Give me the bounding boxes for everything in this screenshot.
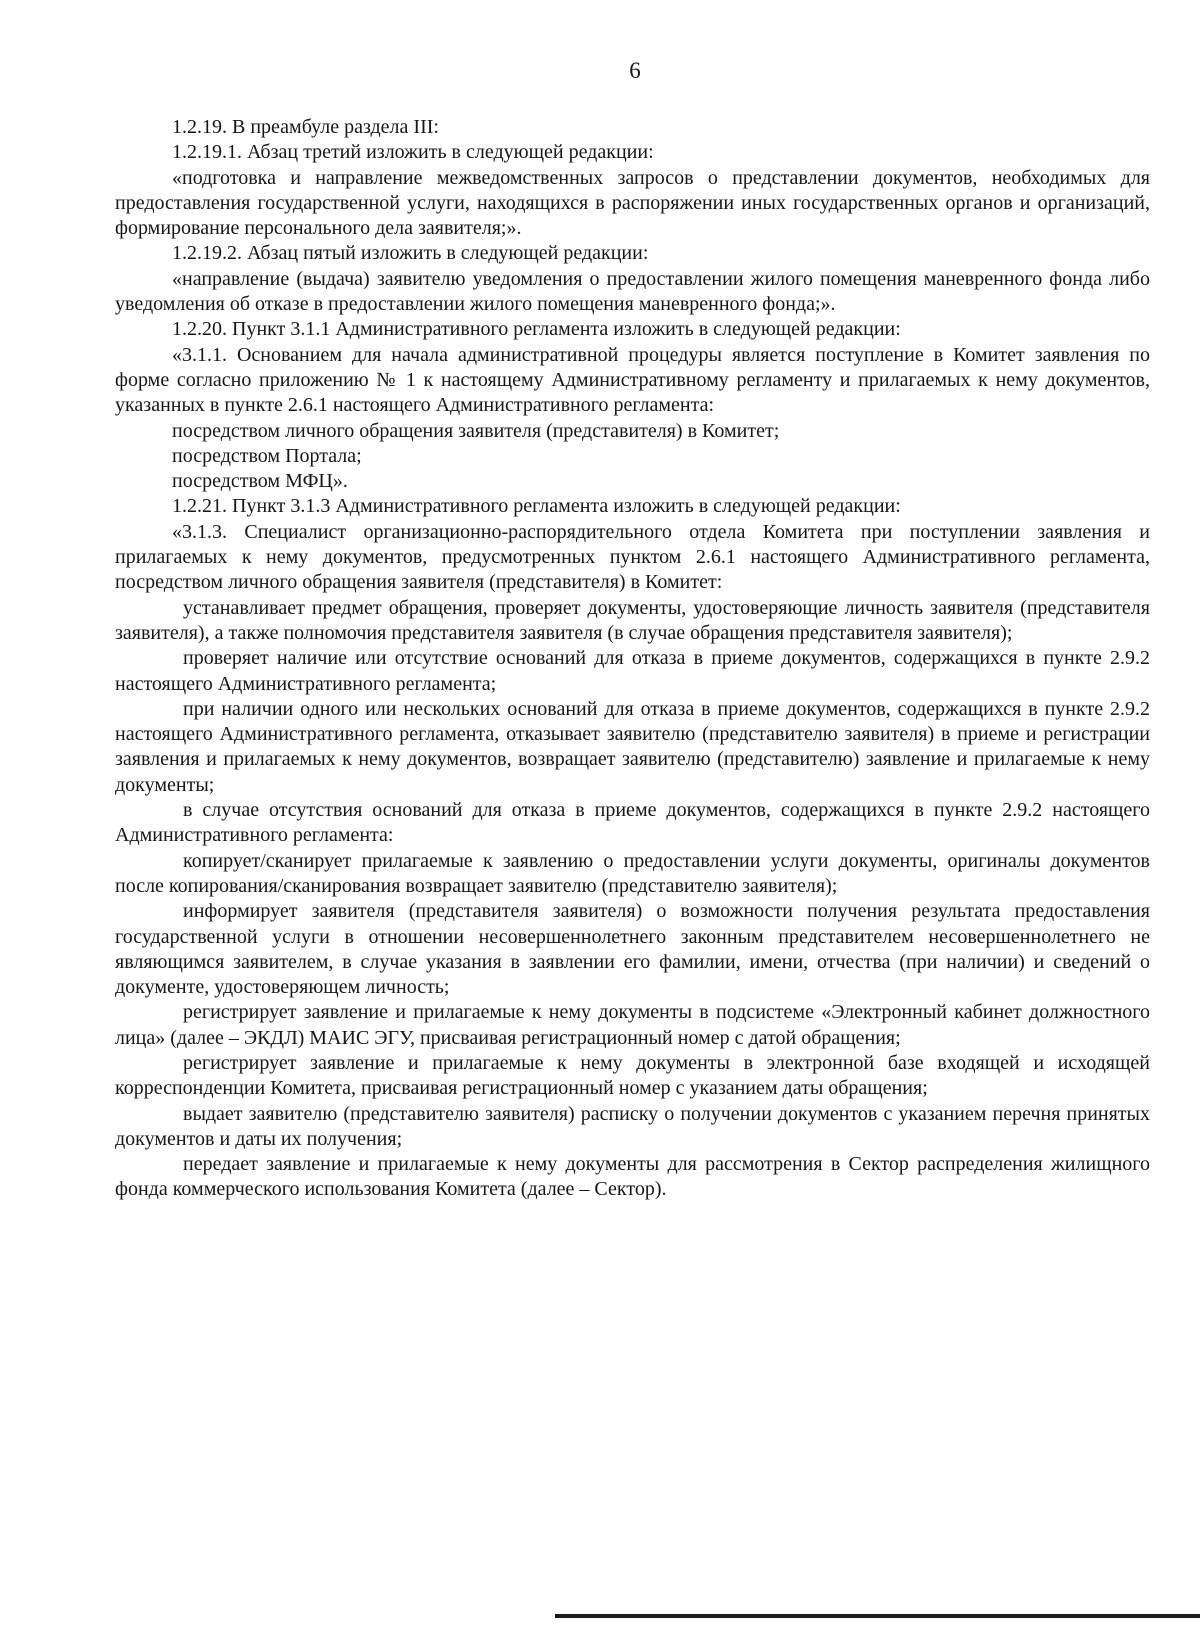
paragraph: проверяет наличие или отсутствие оснований для отказа в приеме документов, содержащихся в пункте 2.9.2 настоящего Административного регламента; [115,647,1150,695]
paragraph: посредством личного обращения заявителя (представителя) в Комитет; [172,419,780,442]
paragraph: 1.2.19.2. Абзац пятый изложить в следующей редакции: [172,242,649,265]
paragraph: «3.1.3. Специалист организационно-распорядительного отдела Комитета при поступлении заявления и прилагаемых к нему документов, предусмотренных пунктом 2.6.1 настоящего Административного регламента, посредством личного обращения заявителя (представителя) в Комитет: [115,520,1150,594]
paragraph: устанавливает предмет обращения, проверяет документы, удостоверяющие личность заявителя (представителя заявителя), а также полномочия представителя заявителя (в случае обращения представителя заявителя); [115,596,1150,644]
paragraph: «подготовка и направление межведомственных запросов о представлении документов, необходимых для предоставления государственной услуги, находящихся в распоряжении иных государственных органов и организаций, формирование персонального дела заявителя;». [115,166,1150,240]
page-number: 6 [629,58,641,83]
paragraph: в случае отсутствия оснований для отказа в приеме документов, содержащихся в пункте 2.9.2 настоящего Административного регламента: [115,799,1150,847]
paragraph: передает заявление и прилагаемые к нему документы для рассмотрения в Сектор распределения жилищного фонда коммерческого использования Комитета (далее – Сектор). [115,1153,1150,1201]
paragraph: информирует заявителя (представителя заявителя) о возможности получения результата предоставления государственной услуги в отношении несовершеннолетнего законным представителем несовершеннолетнего не являющимся заявителем, в случае указания в заявлении его фамилии, имени, отчества (при наличии) и сведений о документе, удостоверяющем личность; [115,900,1150,999]
scan-edge-rule [555,1614,1200,1618]
paragraph: 1.2.19.1. Абзац третий изложить в следующей редакции: [172,141,654,164]
paragraph: при наличии одного или нескольких оснований для отказа в приеме документов, содержащихся в пункте 2.9.2 настоящего Административного регламента, отказывает заявителю (представителю заявителя) в приеме и регистрации заявления и прилагаемых к нему документов, возвращает заявителю (представителю) заявление и прилагаемые к нему документы; [115,697,1150,796]
paragraph: копирует/сканирует прилагаемые к заявлению о предоставлении услуги документы, оригиналы документов после копирования/сканирования возвращает заявителю (представителю заявителя); [115,849,1150,897]
paragraph: «3.1.1. Основанием для начала административной процедуры является поступление в Комитет заявления по форме согласно приложению № 1 к настоящему Административному регламенту и прилагаемых к нему документов, указанных в пункте 2.6.1 настоящего Административного регламента: [115,343,1150,417]
paragraph: 1.2.19. В преамбуле раздела III: [172,116,439,138]
paragraph: 1.2.20. Пункт 3.1.1 Административного регламента изложить в следующей редакции: [172,318,901,341]
paragraph: посредством Портала; [172,444,362,467]
paragraph: регистрирует заявление и прилагаемые к нему документы в электронной базе входящей и исходящей корреспонденции Комитета, присваивая регистрационный номер с указанием даты обращения; [115,1051,1150,1100]
paragraph: регистрирует заявление и прилагаемые к нему документы в подсистеме «Электронный кабинет должностного лица» (далее – ЭКДЛ) МАИС ЭГУ, присваивая регистрационный номер с датой обращения; [115,1001,1150,1049]
document-body [115,115,1150,1203]
paragraph: посредством МФЦ». [172,470,348,493]
paragraph: «направление (выдача) заявителю уведомления о предоставлении жилого помещения маневренного фонда либо уведомления об отказе в предоставлении жилого помещения маневренного фонда;». [115,267,1150,316]
paragraph: выдает заявителю (представителю заявителя) расписку о получении документов с указанием перечня принятых документов и даты их получения; [115,1102,1150,1150]
paragraph: 1.2.21. Пункт 3.1.3 Административного регламента изложить в следующей редакции: [172,495,901,518]
